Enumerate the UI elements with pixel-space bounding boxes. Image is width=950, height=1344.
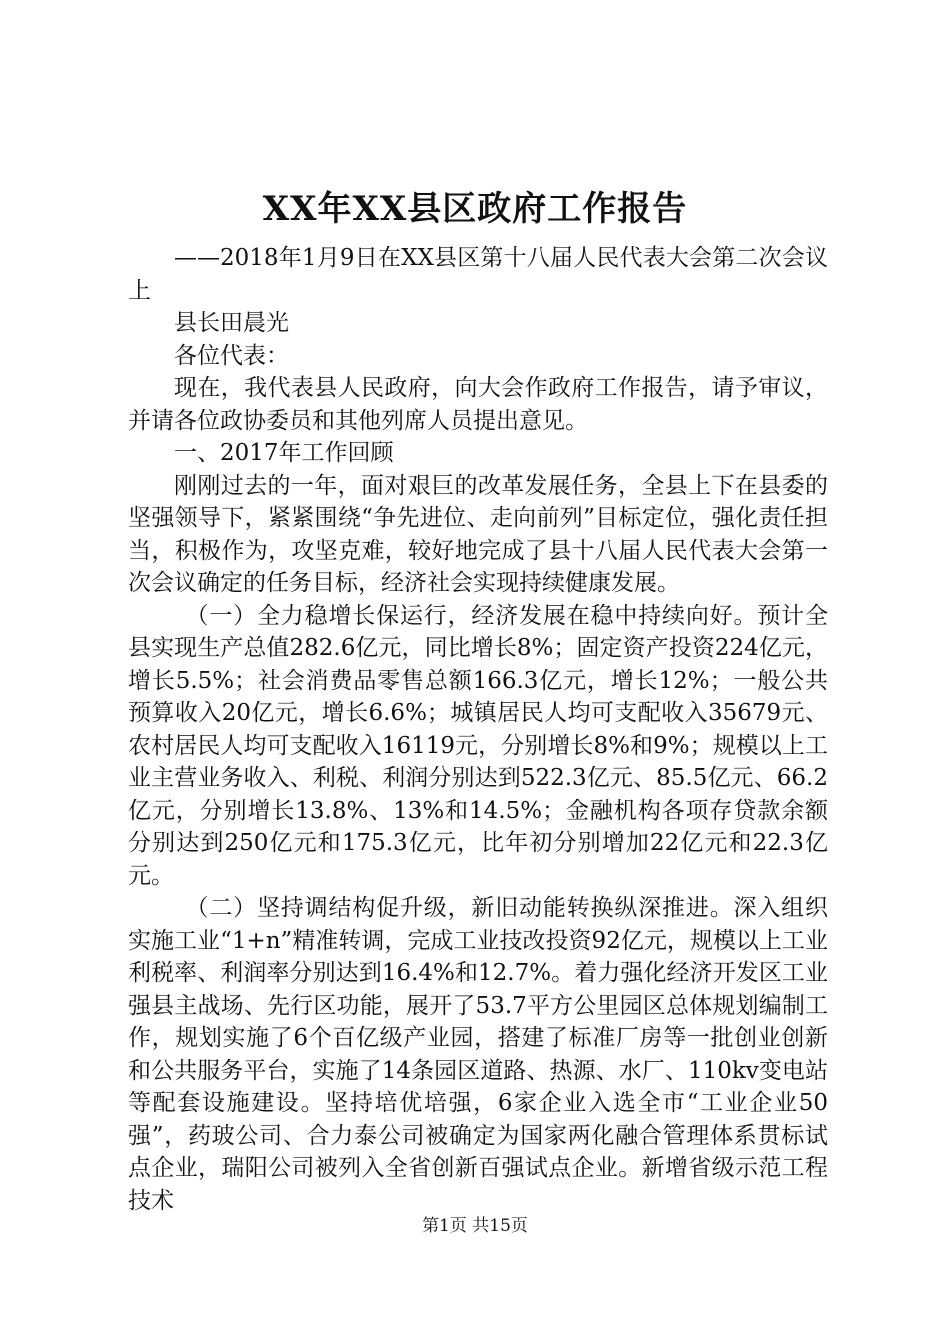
subsection-1-paragraph: （一）全力稳增长保运行，经济发展在稳中持续向好。预计全县实现生产总值282.6亿元，同比增长8%；固定资产投资224亿元，增长5.5%；社会消费品零售总额166.3亿元，增长12%；一般公共预算收入20亿元，增长6.6%；城镇居民人均可支配收入35679元、农村居民人均可支配收入16119元，分别增长8%和9%；规模以上工业主营业务收入、利税、利润分别达到522.3亿元、85.5亿元、66.2亿元，分别增长13.8%、13%和14.5%；金融机构各项存贷款余额分别达到250亿元和175.3亿元，比年初分别增加22亿元和22.3亿元。 [128, 602, 828, 889]
speech-occasion: ——2018年1月9日在XX县区第十八届人民代表大会第二次会议上 [128, 245, 828, 304]
review-paragraph: 刚刚过去的一年，面对艰巨的改革发展任务，全县上下在县委的坚强领导下，紧紧围绕“争先进位、走向前列”目标定位，强化责任担当，积极作为，攻坚克难，较好地完成了县十八届人民代表大会第一次会议确定的任务目标，经济社会实现持续健康发展。 [128, 472, 828, 596]
page-number: 第1页 共15页 [422, 1216, 528, 1236]
salutation: 各位代表： [174, 342, 289, 369]
document-body [128, 242, 828, 1217]
opening-paragraph: 现在，我代表县人民政府，向大会作政府工作报告，请予审议，并请各位政协委员和其他列席人员提出意见。 [128, 375, 828, 434]
subsection-2-paragraph: （二）坚持调结构促升级，新旧动能转换纵深推进。深入组织实施工业“1+n”精准转调，完成工业技改投资92亿元，规模以上工业利税率、利润率分别达到16.4%和12.7%。着力强化经济开发区工业强县主战场、先行区功能，展开了53.7平方公里园区总体规划编制工作，规划实施了6个百亿级产业园，搭建了标准厂房等一批创业创新和公共服务平台，实施了14条园区道路、热源、水厂、110kv变电站等配套设施建设。坚持培优培强，6家企业入选全市“工业企业50强”，药玻公司、合力泰公司被确定为国家两化融合管理体系贯标试点企业，瑞阳公司被列入全省创新百强试点企业。新增省级示范工程技术 [128, 895, 828, 1214]
document-title: XX年XX县区政府工作报告 [262, 189, 688, 229]
speaker-line: 县长田晨光 [174, 310, 289, 336]
section-heading: 一、2017年工作回顾 [174, 440, 394, 466]
